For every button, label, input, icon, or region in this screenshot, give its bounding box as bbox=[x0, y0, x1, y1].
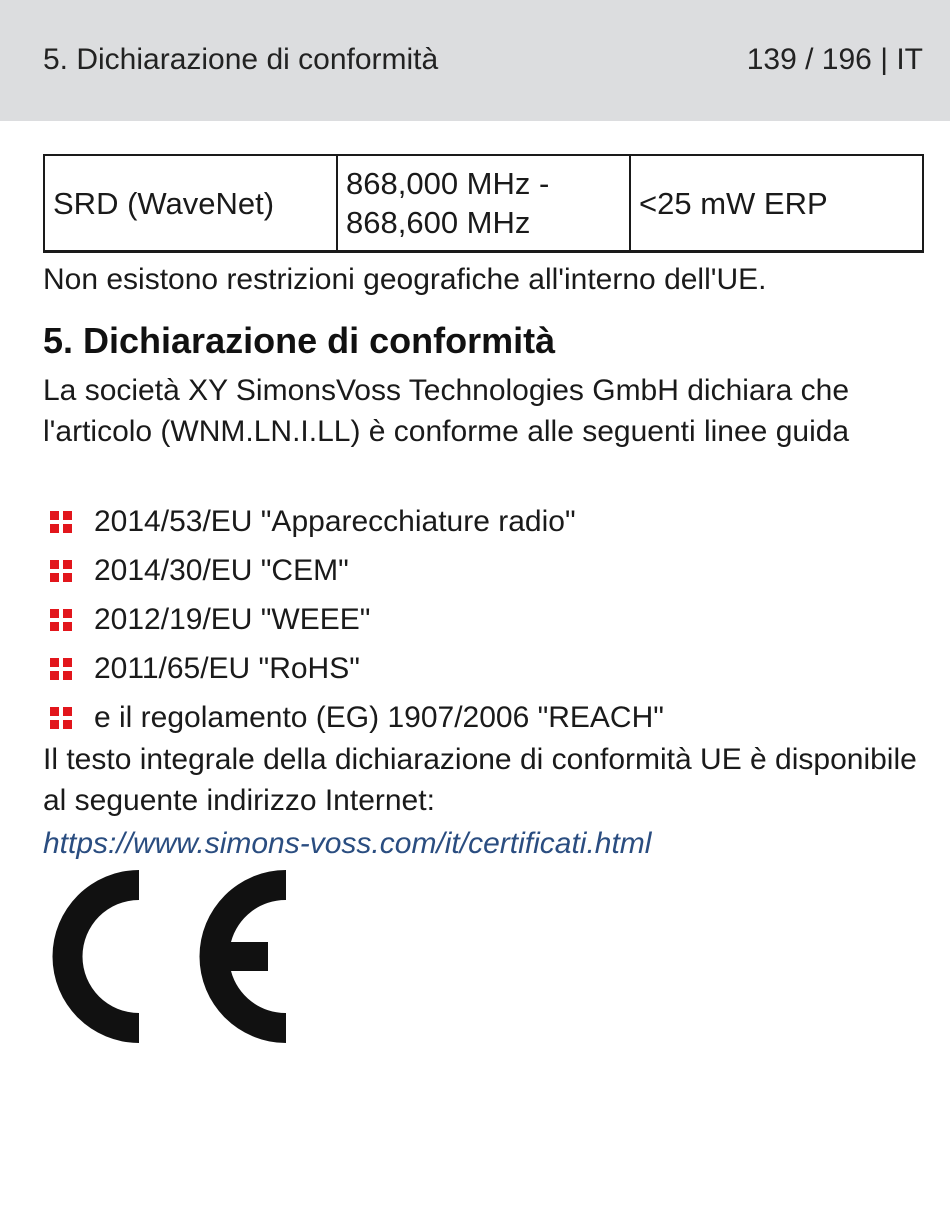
ce-mark-icon bbox=[43, 870, 288, 1043]
frequency-table bbox=[43, 154, 924, 253]
page-indicator: 139 / 196 | IT bbox=[746, 43, 923, 76]
page-header bbox=[0, 0, 950, 121]
header-title: 5. Dichiarazione di conformità bbox=[43, 43, 439, 76]
declaration-intro: La società XY SimonsVoss Technologies GmbH dichiara che l'articolo (WNM.LN.I.LL) è conforme alle seguenti linee guida bbox=[43, 374, 850, 448]
table-cell-power: <25 mW ERP bbox=[630, 155, 923, 252]
bullet-icon bbox=[50, 560, 72, 582]
directive-text: e il regolamento (EG) 1907/2006 "REACH" bbox=[94, 700, 664, 734]
list-item bbox=[43, 644, 664, 693]
directive-text: 2014/53/EU "Apparecchiature radio" bbox=[94, 504, 576, 538]
directive-text: 2014/30/EU "CEM" bbox=[94, 553, 349, 587]
directive-list bbox=[43, 497, 664, 742]
directive-text: 2012/19/EU "WEEE" bbox=[94, 602, 371, 636]
list-item bbox=[43, 595, 664, 644]
full-text-note: Il testo integrale della dichiarazione di conformità UE è disponibile al seguente indirizzo Internet: bbox=[43, 743, 917, 817]
bullet-icon bbox=[50, 658, 72, 680]
list-item bbox=[43, 497, 664, 546]
directive-text: 2011/65/EU "RoHS" bbox=[94, 651, 360, 685]
table-row bbox=[44, 155, 923, 252]
list-item bbox=[43, 693, 664, 742]
bullet-icon bbox=[50, 609, 72, 631]
bullet-icon bbox=[50, 707, 72, 729]
geographic-note: Non esistono restrizioni geografiche all'interno dell'UE. bbox=[43, 263, 767, 296]
list-item bbox=[43, 546, 664, 595]
table-cell-band: SRD (WaveNet) bbox=[44, 155, 337, 252]
certificates-link[interactable]: https://www.simons-voss.com/it/certificati.html bbox=[43, 827, 652, 860]
bullet-icon bbox=[50, 511, 72, 533]
section-heading: 5. Dichiarazione di conformità bbox=[43, 320, 556, 361]
table-cell-frequency: 868,000 MHz - 868,600 MHz bbox=[337, 155, 630, 252]
